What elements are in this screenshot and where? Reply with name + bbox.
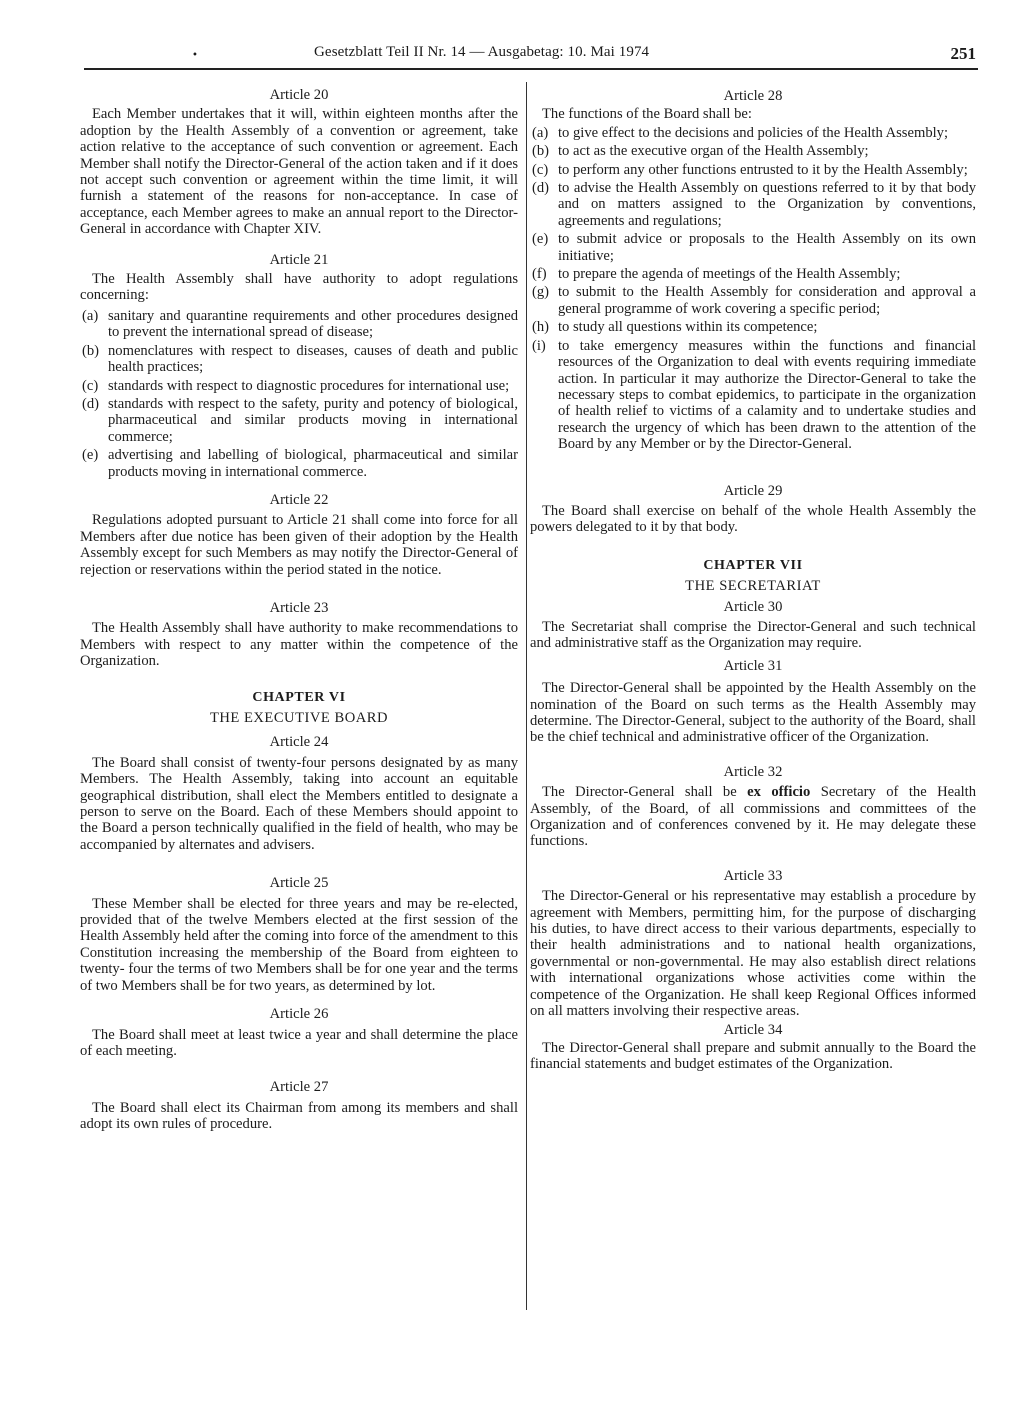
list-item [530,338,976,453]
list-text: standards with respect to diagnostic procedures for international use; [108,377,510,394]
article-24-title: Article 24 [269,734,329,751]
article-26-text: The Board shall meet at least twice a year and shall determine the place of each meeting. [80,1026,518,1059]
list-label: (e) [82,447,99,464]
article-27-text: The Board shall elect its Chairman from among its members and shall adopt its own rules of procedure. [80,1099,518,1133]
page-number: 251 [950,44,976,63]
page-header [84,44,984,70]
list-item [530,162,976,178]
article-31-title: Article 31 [723,657,783,674]
article-20-title: Article 20 [269,87,329,103]
article-24-text: The Board shall consist of twenty-four persons designated by as many Members. The Health Assembly, taking into account an equitable geographical distribution, shall elect the Members entitled to designate a person to serve on the Board. Each of these Members should appoint to the Board a person technically qualified in the field of health, who may be accompanied by alternates and advisers. [80,754,518,853]
list-item [530,143,976,159]
list-text: to give effect to the decisions and policies of the Health Assembly; [558,124,949,141]
list-text: to act as the executive organ of the Health Assembly; [558,143,869,160]
article-28-intro: The functions of the Board shall be: [542,106,752,123]
article-34-title: Article 34 [723,1021,783,1038]
list-label: (f) [532,266,547,283]
chapter-6-title: CHAPTER VI [252,689,346,705]
list-item [80,308,518,341]
left-column [80,82,518,1133]
article-28-title: Article 28 [723,88,783,104]
list-label: (c) [82,377,99,394]
list-text: standards with respect to the safety, purity and potency of biological, pharmaceutical and similar products moving in international commerce; [108,395,518,445]
list-label: (d) [532,180,550,197]
article-22-title: Article 22 [269,491,329,508]
list-item [530,231,976,264]
list-label: (i) [532,337,546,354]
list-item [530,284,976,317]
article-25-text: These Member shall be elected for three years and may be re-elected, provided that of the twelve Members elected at the first session of the Health Assembly held after the coming into force of the amendment to this Constitution increasing the membership of the Board from eighteen to twenty- four the terms of two Members shall be for one year and the terms of two Members shall be for two years, as determined by lot. [80,895,518,994]
list-label: (c) [532,161,549,178]
list-item [530,125,976,141]
chapter-6-subtitle: THE EXECUTIVE BOARD [209,710,389,726]
header-rule [84,68,978,70]
article-26-title: Article 26 [269,1006,329,1023]
list-text: to submit advice or proposals to the Health Assembly on its own initiative; [558,231,976,264]
list-label: (g) [532,284,550,301]
list-item [80,378,518,394]
list-item [80,396,518,445]
list-text: to prepare the agenda of meetings of the Health Assembly; [558,266,901,283]
article-32-ex-officio: ex officio [747,784,811,801]
list-label: (a) [82,307,99,324]
article-29-text: The Board shall exercise on behalf of the whole Health Assembly the powers delegated to it by that body. [530,502,976,536]
header-bullet: • [192,50,198,61]
list-text: nomenclatures with respect to diseases, causes of death and public health practices; [108,342,518,376]
list-label: (a) [532,124,549,141]
list-item [80,447,518,480]
article-32-text-after: Secretary of the Health Assembly, of the Board, of all commissions and committees of the Organization and of conferences convened by it. He may delegate these functions. [530,784,977,850]
article-20-text: Each Member undertakes that it will, within eighteen months after the adoption by the Health Assembly of a convention or agreement, take action relative to the acceptance of such convention or agreement. Each Member shall notify the Director-General of the action taken and if it does not accept such convention or agreement within the time limit, it will furnish a statement of the reasons for non-acceptance. In case of acceptance, each Member agrees to make an annual report to the Director-General in accordance with Chapter XIV. [80,106,518,238]
article-32-title: Article 32 [723,763,783,780]
list-item [80,343,518,376]
article-34-text: The Director-General shall prepare and submit annually to the Board the financial statements and budget estimates of the Organization. [530,1039,976,1073]
article-27-title: Article 27 [269,1079,329,1096]
article-32-text-before: The Director-General shall be [542,784,748,801]
article-23-text: The Health Assembly shall have authority to make recommendations to Members with respect to any matter within the competence of the Organization. [80,620,518,670]
article-21-title: Article 21 [269,251,329,268]
article-32-text [530,784,976,850]
article-30-text: The Secretariat shall comprise the Director-General and such technical and administrative staff as the Organization may require. [530,618,976,652]
list-label: (e) [532,231,549,248]
article-23-title: Article 23 [269,599,329,616]
article-29-title: Article 29 [723,482,783,499]
header-title: Gesetzblatt Teil II Nr. 14 — Ausgabetag: 10. Mai 1974 [314,44,650,60]
list-label: (b) [532,143,550,160]
list-text: to take emergency measures within the functions and financial resources of the Organization to deal with events requiring immediate action. In particular it may authorize the Director-General to take the necessary steps to combat epidemics, to participate in the organization of health relief to victims of a calamity and to undertake studies and research the urgency of which has been drawn to the attention of the Board by any Member or by the Director-General. [558,337,976,453]
article-22-text: Regulations adopted pursuant to Article 21 shall come into force for all Members after due notice has been given of their adoption by the Health Assembly except for such Members as may notify the Director-General of rejection or reservations within the period stated in the notice. [80,512,518,578]
article-33-text: The Director-General or his representative may establish a procedure by agreement with Members, permitting him, for the purpose of discharging his duties, to have direct access to their various departments, especially to their health administrations and to national health organizations, governmental or non-governmental. He may also establish direct relations with international organizations whose activities come within the competence of the Organization. He shall keep Regional Offices informed on all matters involving their respective areas. [530,888,976,1020]
right-column [530,82,976,1073]
article-30-title: Article 30 [723,598,783,615]
list-item [530,266,976,282]
list-text: sanitary and quarantine requirements and other procedures designed to prevent the international spread of disease; [108,307,518,341]
chapter-7-title: CHAPTER VII [703,557,803,573]
list-label: (d) [82,395,100,412]
chapter-7-subtitle: THE SECRETARIAT [685,578,821,595]
list-text: to advise the Health Assembly on questions referred to it by that body and on matters assigned to the Organization by conventions, agreements and regulations; [558,180,976,229]
list-text: to submit to the Health Assembly for consideration and approval a general programme of work covering a specific period; [558,284,976,317]
list-item [530,180,976,229]
column-divider [526,82,527,1310]
list-text: advertising and labelling of biological, pharmaceutical and similar products moving in international commerce. [108,447,518,480]
list-text: to perform any other functions entrusted to it by the Health Assembly; [558,161,968,178]
article-21-intro: The Health Assembly shall have authority to adopt regulations concerning: [80,271,518,304]
list-item [530,319,976,335]
article-31-text: The Director-General shall be appointed by the Health Assembly on the nomination of the Board on such terms as the Health Assembly may determine. The Director-General, subject to the authority of the Board, shall be the chief technical and administrative officer of the Organization. [530,680,976,746]
article-33-title: Article 33 [723,867,783,884]
list-label: (b) [82,342,100,359]
list-label: (h) [532,319,550,336]
article-25-title: Article 25 [269,875,329,892]
list-text: to study all questions within its competence; [558,319,818,336]
